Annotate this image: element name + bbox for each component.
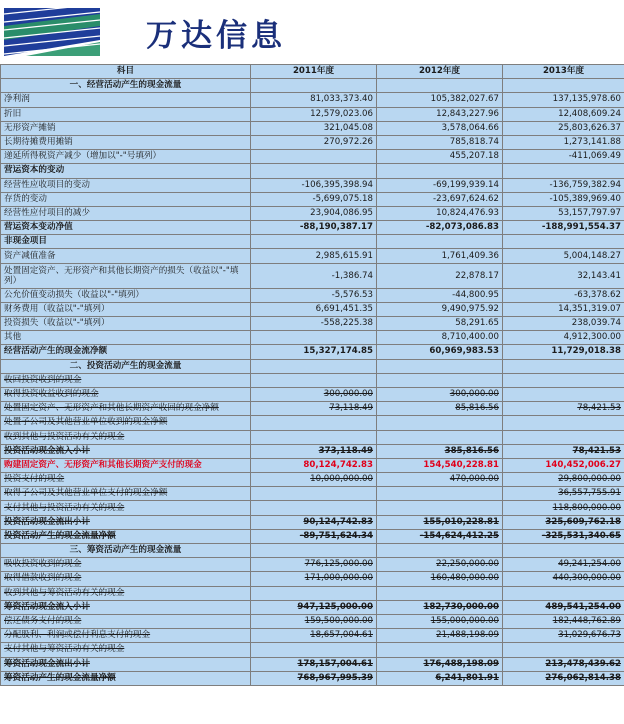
row-value: 5,004,148.27 [503,249,624,263]
row-value: 154,540,228.81 [377,458,503,472]
row-value: -23,697,624.62 [377,192,503,206]
row-value: 776,125,000.00 [251,558,377,572]
row-value: 155,000,000.00 [377,614,503,628]
row-value: 105,382,027.67 [377,93,503,107]
row-label: 偿还债务支付的现金 [1,614,251,628]
column-header: 2013年度 [503,65,624,79]
row-label: 其他 [1,331,251,345]
row-value [503,235,624,249]
row-value [377,487,503,501]
row-value: 78,421.53 [503,402,624,416]
row-value: -5,699,075.18 [251,192,377,206]
row-value [377,416,503,430]
row-value: 12,408,609.24 [503,107,624,121]
row-value [377,359,503,373]
row-value: 29,800,000.00 [503,473,624,487]
table-row [1,235,624,249]
row-value [503,430,624,444]
header [0,0,624,64]
row-value: 1,273,141.88 [503,135,624,149]
row-label: 购建固定资产、无形资产和其他长期资产支付的现金 [1,458,251,472]
row-value: 238,039.74 [503,317,624,331]
table-row [1,473,624,487]
row-value: 18,657,004.61 [251,629,377,643]
row-value: 270,972.26 [251,135,377,149]
row-value: 373,118.49 [251,444,377,458]
row-value: 78,421.53 [503,444,624,458]
row-value [377,544,503,558]
table-row [1,93,624,107]
row-value: 25,803,626.37 [503,121,624,135]
row-value: 159,500,000.00 [251,614,377,628]
row-value [377,430,503,444]
table-row [1,643,624,657]
column-header: 2012年度 [377,65,503,79]
row-value [503,164,624,178]
row-value [377,501,503,515]
row-label: 公允价值变动损失（收益以"-"填列） [1,288,251,302]
row-value [251,487,377,501]
row-value: 140,452,006.27 [503,458,624,472]
cash-flow-table [0,64,624,686]
row-value: 2,985,615.91 [251,249,377,263]
table-row [1,600,624,614]
row-value [251,643,377,657]
row-label: 无形资产摊销 [1,121,251,135]
row-label: 支付其他与筹资活动有关的现金 [1,643,251,657]
row-value: 15,327,174.85 [251,345,377,359]
table-row [1,671,624,685]
row-value: 785,818.74 [377,135,503,149]
row-label: 收到其他与筹资活动有关的现金 [1,586,251,600]
table-row [1,164,624,178]
row-value: 213,478,439.62 [503,657,624,671]
row-value [251,150,377,164]
table-row [1,192,624,206]
row-value: 171,000,000.00 [251,572,377,586]
row-value: -82,073,086.83 [377,221,503,235]
row-label: 支付其他与投资活动有关的现金 [1,501,251,515]
table-row [1,331,624,345]
row-label: 处置子公司及其他营业单位收到的现金净额 [1,416,251,430]
row-value [503,544,624,558]
row-value [251,501,377,515]
row-value: 23,904,086.95 [251,206,377,220]
row-value: 160,480,000.00 [377,572,503,586]
row-value [377,235,503,249]
row-value: 176,488,198.09 [377,657,503,671]
row-value [251,331,377,345]
row-value [503,359,624,373]
table-row [1,444,624,458]
row-value: 60,969,983.53 [377,345,503,359]
row-value: 947,125,000.00 [251,600,377,614]
row-label: 投资损失（收益以"-"填列） [1,317,251,331]
row-value [503,387,624,401]
row-label: 财务费用（收益以"-"填列） [1,302,251,316]
table-row [1,529,624,543]
row-value: 80,124,742.83 [251,458,377,472]
row-value [503,373,624,387]
row-label: 分配股利、利润或偿付利息支付的现金 [1,629,251,643]
row-value: 455,207.18 [377,150,503,164]
table-row [1,359,624,373]
row-value: 49,241,254.00 [503,558,624,572]
table-row [1,487,624,501]
row-label: 筹资活动现金流出小计 [1,657,251,671]
row-value: -558,225.38 [251,317,377,331]
row-label: 投资支付的现金 [1,473,251,487]
row-label: 三、筹资活动产生的现金流量 [1,544,251,558]
table-row [1,221,624,235]
table-row [1,249,624,263]
table-row [1,302,624,316]
row-label: 营运资本变动净值 [1,221,251,235]
row-value: -106,395,398.94 [251,178,377,192]
row-label: 投资活动现金流入小计 [1,444,251,458]
row-value: 22,250,000.00 [377,558,503,572]
row-value: 182,730,000.00 [377,600,503,614]
row-value: -69,199,939.14 [377,178,503,192]
row-value: 90,124,742.83 [251,515,377,529]
row-label: 筹资活动产生的现金流量净额 [1,671,251,685]
row-value: -411,069.49 [503,150,624,164]
table-row [1,586,624,600]
row-value: 137,135,978.60 [503,93,624,107]
table-row [1,515,624,529]
brand-name: 万达信息 [146,18,286,54]
row-value: 85,816.56 [377,402,503,416]
row-value: 178,157,004.61 [251,657,377,671]
table-row [1,430,624,444]
table-row [1,402,624,416]
row-value [377,373,503,387]
row-value: 32,143.41 [503,263,624,288]
row-label: 营运资本的变动 [1,164,251,178]
row-label: 存货的变动 [1,192,251,206]
row-value [377,643,503,657]
row-value: 12,579,023.06 [251,107,377,121]
row-label: 经营活动产生的现金流净额 [1,345,251,359]
table-row [1,629,624,643]
row-value [251,544,377,558]
table-row [1,657,624,671]
row-value: 6,241,801.91 [377,671,503,685]
row-label: 取得借款收到的现金 [1,572,251,586]
row-value: 21,488,198.09 [377,629,503,643]
row-value: -89,751,624.34 [251,529,377,543]
table-row [1,206,624,220]
row-label: 处置固定资产、无形资产和其他长期资产收回的现金净额 [1,402,251,416]
row-value: -88,190,387.17 [251,221,377,235]
row-value [377,79,503,93]
table-row [1,416,624,430]
row-label: 投资活动现金流出小计 [1,515,251,529]
table-header-row [1,65,624,79]
table-row [1,317,624,331]
row-value: 31,029,676.73 [503,629,624,643]
table-row [1,387,624,401]
row-value: 81,033,373.40 [251,93,377,107]
row-value [377,164,503,178]
table-row [1,373,624,387]
row-value [503,79,624,93]
row-label: 经营性应付项目的减少 [1,206,251,220]
table-row [1,135,624,149]
table-row [1,121,624,135]
company-logo-icon [4,8,100,56]
row-value [503,586,624,600]
row-value: 36,557,755.91 [503,487,624,501]
table-row [1,501,624,515]
row-value: 10,000,000.00 [251,473,377,487]
column-header: 2011年度 [251,65,377,79]
row-label: 长期待摊费用摊销 [1,135,251,149]
table-row [1,572,624,586]
row-value [251,164,377,178]
table-row [1,79,624,93]
table-row [1,614,624,628]
row-value: 470,000.00 [377,473,503,487]
row-value: -154,624,412.25 [377,529,503,543]
row-label: 经营性应收项目的变动 [1,178,251,192]
row-label: 净利润 [1,93,251,107]
row-label: 取得子公司及其他营业单位支付的现金净额 [1,487,251,501]
row-value: -44,800.95 [377,288,503,302]
row-value: 9,490,975.92 [377,302,503,316]
row-value: 6,691,451.35 [251,302,377,316]
row-value [503,643,624,657]
row-value: 12,843,227.96 [377,107,503,121]
row-value [251,235,377,249]
row-value: 768,967,995.39 [251,671,377,685]
row-label: 吸收投资收到的现金 [1,558,251,572]
row-value: 489,541,254.00 [503,600,624,614]
row-value: 300,000.00 [377,387,503,401]
row-label: 取得投资收益收到的现金 [1,387,251,401]
row-label: 投资活动产生的现金流量净额 [1,529,251,543]
row-label: 非现金项目 [1,235,251,249]
row-value [251,430,377,444]
row-value: 10,824,476.93 [377,206,503,220]
row-value: 53,157,797.97 [503,206,624,220]
column-header: 科目 [1,65,251,79]
row-label: 递延所得税资产减少（增加以"-"号填列） [1,150,251,164]
row-label: 收到其他与投资活动有关的现金 [1,430,251,444]
row-value: 3,578,064.66 [377,121,503,135]
row-value: 73,118.49 [251,402,377,416]
row-value: 58,291.65 [377,317,503,331]
row-value [251,359,377,373]
row-value: -1,386.74 [251,263,377,288]
row-value: 276,062,814.38 [503,671,624,685]
table-row [1,458,624,472]
table-row [1,345,624,359]
row-value: 182,448,762.89 [503,614,624,628]
row-value: 440,300,000.00 [503,572,624,586]
row-value: -63,378.62 [503,288,624,302]
row-value: 155,010,228.81 [377,515,503,529]
row-value: -5,576.53 [251,288,377,302]
table-row [1,263,624,288]
row-value: 11,729,018.38 [503,345,624,359]
row-label: 资产减值准备 [1,249,251,263]
row-value [251,586,377,600]
row-value: 300,000.00 [251,387,377,401]
row-label: 二、投资活动产生的现金流量 [1,359,251,373]
row-value [503,416,624,430]
row-value [377,586,503,600]
table-row [1,107,624,121]
row-value: -136,759,382.94 [503,178,624,192]
row-value: -188,991,554.37 [503,221,624,235]
row-label: 筹资活动现金流入小计 [1,600,251,614]
row-value [251,373,377,387]
row-value: 1,761,409.36 [377,249,503,263]
table-row [1,544,624,558]
row-value: -325,531,340.65 [503,529,624,543]
row-label: 一、经营活动产生的现金流量 [1,79,251,93]
row-value: 325,609,762.18 [503,515,624,529]
table-row [1,150,624,164]
row-value [251,416,377,430]
row-value: 118,800,000.00 [503,501,624,515]
row-value: 14,351,319.07 [503,302,624,316]
row-value [251,79,377,93]
row-label: 折旧 [1,107,251,121]
row-value: 8,710,400.00 [377,331,503,345]
row-value: 321,045.08 [251,121,377,135]
row-label: 收回投资收到的现金 [1,373,251,387]
table-row [1,288,624,302]
row-value: 385,816.56 [377,444,503,458]
row-label: 处置固定资产、无形资产和其他长期资产的损失（收益以"-"填列） [1,263,251,288]
row-value: 22,878.17 [377,263,503,288]
row-value: -105,389,969.40 [503,192,624,206]
table-row [1,178,624,192]
table-row [1,558,624,572]
row-value: 4,912,300.00 [503,331,624,345]
